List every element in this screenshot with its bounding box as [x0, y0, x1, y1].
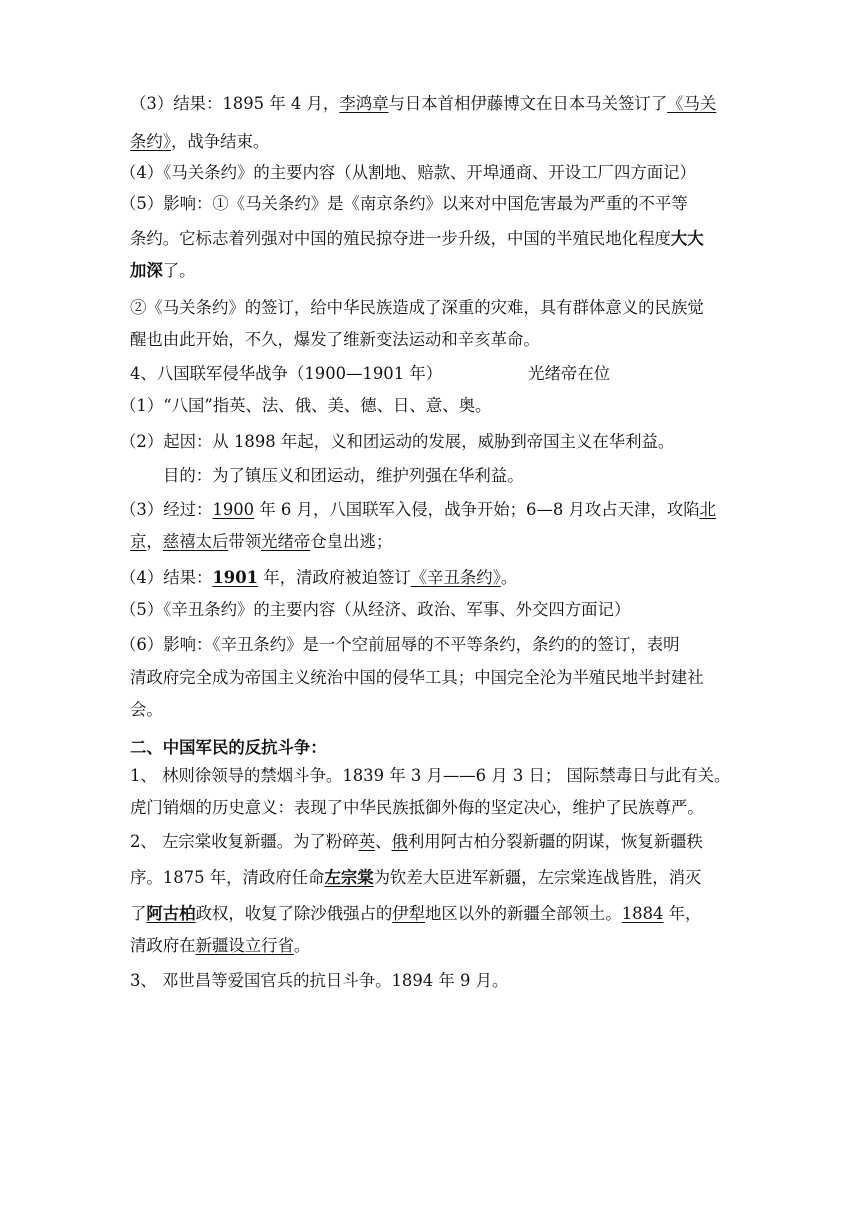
text-segment: 条约。它标志着列强对中国的殖民掠夺进一步升级，中国的半殖民地化程度	[130, 229, 671, 248]
text-segment: 与日本首相伊藤博文在日本马关签订了	[388, 94, 668, 113]
text-segment: ②《马关条约》的签订，给中华民族造成了深重的灾难，具有群体意义的民族觉	[130, 298, 704, 317]
text-segment: 年，清政府被迫签订	[258, 568, 411, 587]
text-segment: 、	[375, 832, 392, 851]
text-segment: 清政府在	[130, 936, 196, 955]
text-line-result-line-cont	[0, 131, 860, 153]
bold-text: 加深	[130, 261, 163, 280]
text-segment: 醒也由此开始，不久，爆发了维新变法运动和辛亥革命。	[130, 330, 540, 349]
text-line-impact-maguan-end	[0, 260, 860, 282]
text-segment: 仓皇出逃；	[310, 532, 393, 551]
underlined-text: 京	[130, 532, 147, 551]
text-line-result-xinchou	[0, 567, 860, 589]
text-line-purpose-line	[0, 465, 860, 487]
text-line-impact-maguan-2-cont	[0, 329, 860, 351]
text-line-content-xinchou	[0, 599, 860, 621]
text-segment: 虎门销烟的历史意义：表现了中华民族抵御外侮的坚定决心，维护了民族尊严。	[130, 798, 704, 817]
text-segment: 。	[293, 936, 311, 955]
text-segment: 利用阿古柏分裂新疆的阴谋，恢复新疆秩	[407, 832, 703, 851]
text-segment: 清政府完全成为帝国主义统治中国的侵华工具；中国完全沦为半殖民地半封建社	[130, 668, 704, 687]
text-segment: 光绪帝在位	[528, 364, 611, 383]
text-segment: 了。	[162, 261, 196, 280]
text-line-eight-nations-def	[0, 395, 860, 417]
text-line-item-lin-zexu	[0, 765, 860, 787]
underlined-text: 李鸿章	[339, 94, 389, 113]
text-segment: ，	[146, 532, 163, 551]
bold-text: 大大	[670, 229, 704, 248]
text-segment: 年 6 月，八国联军入侵，战争开始；6—8 月攻占天津，攻陷	[254, 500, 700, 519]
text-segment: 2、 左宗棠收复新疆。为了粉碎	[130, 832, 359, 851]
text-segment: （2）起因：从 1898 年起，义和团运动的发展，威胁到帝国主义在华利益。	[120, 432, 675, 451]
text-line-zuo-zongtang-cont-2	[0, 903, 860, 925]
text-line-impact-xinchou-end	[0, 699, 860, 721]
text-segment: （3）经过：	[120, 500, 213, 519]
text-line-impact-xinchou	[0, 634, 860, 656]
underlined-text: 光绪帝	[261, 532, 311, 551]
text-line-humen-significance	[0, 797, 860, 819]
text-line-result-line	[0, 93, 860, 115]
text-segment: （4）《马关条约》的主要内容（从割地、赔款、开埠通商、开设工厂四方面记）	[120, 163, 696, 182]
underlined-text: 《辛丑条约》	[410, 568, 501, 587]
text-segment: 序。1875 年，清政府任命	[130, 868, 325, 887]
text-segment: 地区以外的新疆全部领土。	[425, 904, 622, 923]
underlined-text: 俄	[391, 832, 408, 851]
text-line-content-maguan	[0, 162, 860, 184]
text-segment: （5）影响：①《马关条约》是《南京条约》以来对中国危害最为严重的不平等	[120, 194, 688, 213]
text-segment: （1）“八国”指英、法、俄、美、德、日、意、奥。	[120, 396, 492, 415]
text-segment: 政权，收复了除沙俄强占的	[195, 904, 393, 923]
underlined-text: 1901	[212, 568, 259, 587]
text-line-item-deng-shichang	[0, 970, 860, 992]
text-segment: 为钦差大臣进军新疆，左宗棠连战皆胜，消灭	[373, 868, 702, 887]
text-segment: （3）结果：1895 年 4 月，	[130, 94, 340, 113]
text-segment: 年，	[663, 904, 702, 923]
text-segment: 了	[130, 904, 147, 923]
text-line-process-line	[0, 499, 860, 521]
underlined-text: 《马关	[667, 94, 717, 113]
text-line-xinjiang-province	[0, 935, 860, 957]
text-segment: （4）结果：	[120, 568, 213, 587]
text-segment: 1、 林则徐领导的禁烟斗争。1839 年 3 月——6 月 3 日； 国际禁毒日与此有关。	[130, 766, 731, 785]
text-line-section-resistance	[0, 737, 860, 759]
text-line-process-line-cont	[0, 531, 860, 553]
text-segment: 3、 邓世昌等爱国官兵的抗日斗争。1894 年 9 月。	[130, 971, 509, 990]
text-segment: （6）影响：《辛丑条约》是一个空前屈辱的不平等条约，条约的的签订，表明	[120, 635, 680, 654]
underlined-text: 阿古柏	[146, 904, 196, 923]
underlined-text: 条约》	[130, 132, 171, 151]
text-segment: 4、八国联军侵华战争（1900—1901 年）	[130, 364, 443, 383]
text-segment: （5）《辛丑条约》的主要内容（从经济、政治、军事、外交四方面记）	[120, 600, 631, 619]
text-line-zuo-zongtang-cont	[0, 867, 860, 889]
text-line-impact-maguan-cont	[0, 228, 860, 250]
underlined-text: 1900	[212, 500, 255, 519]
text-line-cause-line	[0, 431, 860, 453]
text-line-section-8-nations	[0, 363, 860, 385]
text-segment: 目的：为了镇压义和团运动，维护列强在华利益。	[163, 466, 524, 485]
underlined-text: 1884	[621, 904, 664, 923]
underlined-text: 伊犁	[392, 904, 426, 923]
text-line-impact-maguan-2	[0, 297, 860, 319]
text-line-item-zuo-zongtang	[0, 831, 860, 853]
underlined-text: 英	[358, 832, 376, 851]
text-line-impact-maguan	[0, 193, 860, 215]
underlined-text: 左宗棠	[324, 868, 374, 887]
underlined-text: 北	[699, 500, 716, 519]
text-segment: 带领	[228, 532, 262, 551]
text-segment: ，战争结束。	[170, 132, 270, 151]
bold-text: 二、中国军民的反抗斗争：	[130, 738, 327, 757]
underlined-text: 新疆设立行省	[195, 936, 294, 955]
underlined-text: 慈禧太后	[162, 532, 229, 551]
text-segment: 。	[500, 568, 518, 587]
text-segment: 会。	[130, 700, 163, 719]
text-line-impact-xinchou-cont	[0, 667, 860, 689]
